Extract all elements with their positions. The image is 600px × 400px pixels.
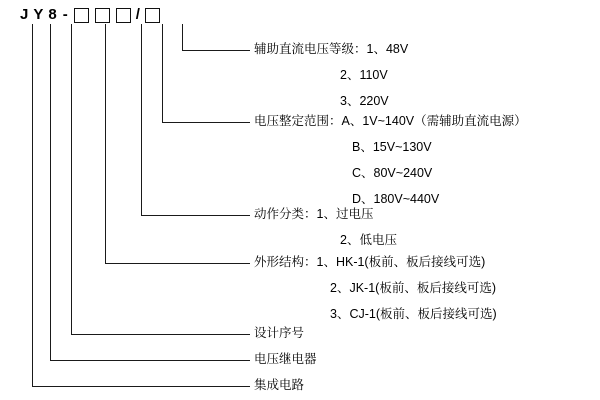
leader-vline-action-class: [141, 24, 142, 215]
leader-vline-shape-structure: [105, 24, 106, 263]
leader-vline-aux-dc-voltage: [182, 24, 183, 50]
leader-hline-design-serial: [71, 334, 250, 335]
leader-hline-action-class: [141, 215, 250, 216]
leader-vline-voltage-setting-range: [162, 24, 163, 122]
code-box-1: [74, 8, 89, 23]
leader-vline-voltage-relay: [50, 24, 51, 360]
code-dash: -: [62, 6, 68, 23]
leader-vline-design-serial: [71, 24, 72, 334]
leader-vline-integrated-circuit: [32, 24, 33, 386]
label-aux-dc-voltage-option-2: 2、110V: [340, 68, 388, 82]
leader-hline-shape-structure: [105, 263, 250, 264]
code-slash: /: [135, 6, 140, 23]
label-aux-dc-voltage: 辅助直流电压等级：1、48V: [254, 42, 409, 56]
label-voltage-setting-range: 电压整定范围：A、1V~140V（需辅助直流电源）: [254, 114, 527, 128]
code-char-j: J: [20, 6, 30, 23]
label-shape-structure: 外形结构：1、HK-1(板前、板后接线可选): [254, 255, 486, 269]
label-voltage-setting-range-option-c: C、80V~240V: [352, 166, 433, 180]
leader-hline-integrated-circuit: [32, 386, 250, 387]
leader-hline-aux-dc-voltage: [182, 50, 250, 51]
label-aux-dc-voltage-option-3: 3、220V: [340, 94, 389, 108]
leader-hline-voltage-relay: [50, 360, 250, 361]
code-box-3: [116, 8, 131, 23]
label-action-class: 动作分类：1、过电压: [254, 207, 374, 221]
label-integrated-circuit: 集成电路: [254, 378, 305, 392]
code-box-2: [95, 8, 110, 23]
label-shape-structure-option-2: 2、JK-1(板前、板后接线可选): [330, 281, 496, 295]
label-shape-structure-option-3: 3、CJ-1(板前、板后接线可选): [330, 307, 497, 321]
label-action-class-option-2: 2、低电压: [340, 233, 397, 247]
code-char-8: 8: [48, 6, 58, 23]
code-char-y: Y: [33, 6, 45, 23]
label-voltage-relay: 电压继电器: [254, 352, 317, 366]
code-box-4: [145, 8, 160, 23]
label-design-serial: 设计序号: [254, 326, 305, 340]
label-voltage-setting-range-option-b: B、15V~130V: [352, 140, 432, 154]
model-code: [18, 6, 163, 24]
label-voltage-setting-range-option-d: D、180V~440V: [352, 192, 440, 206]
leader-hline-voltage-setting-range: [162, 122, 250, 123]
